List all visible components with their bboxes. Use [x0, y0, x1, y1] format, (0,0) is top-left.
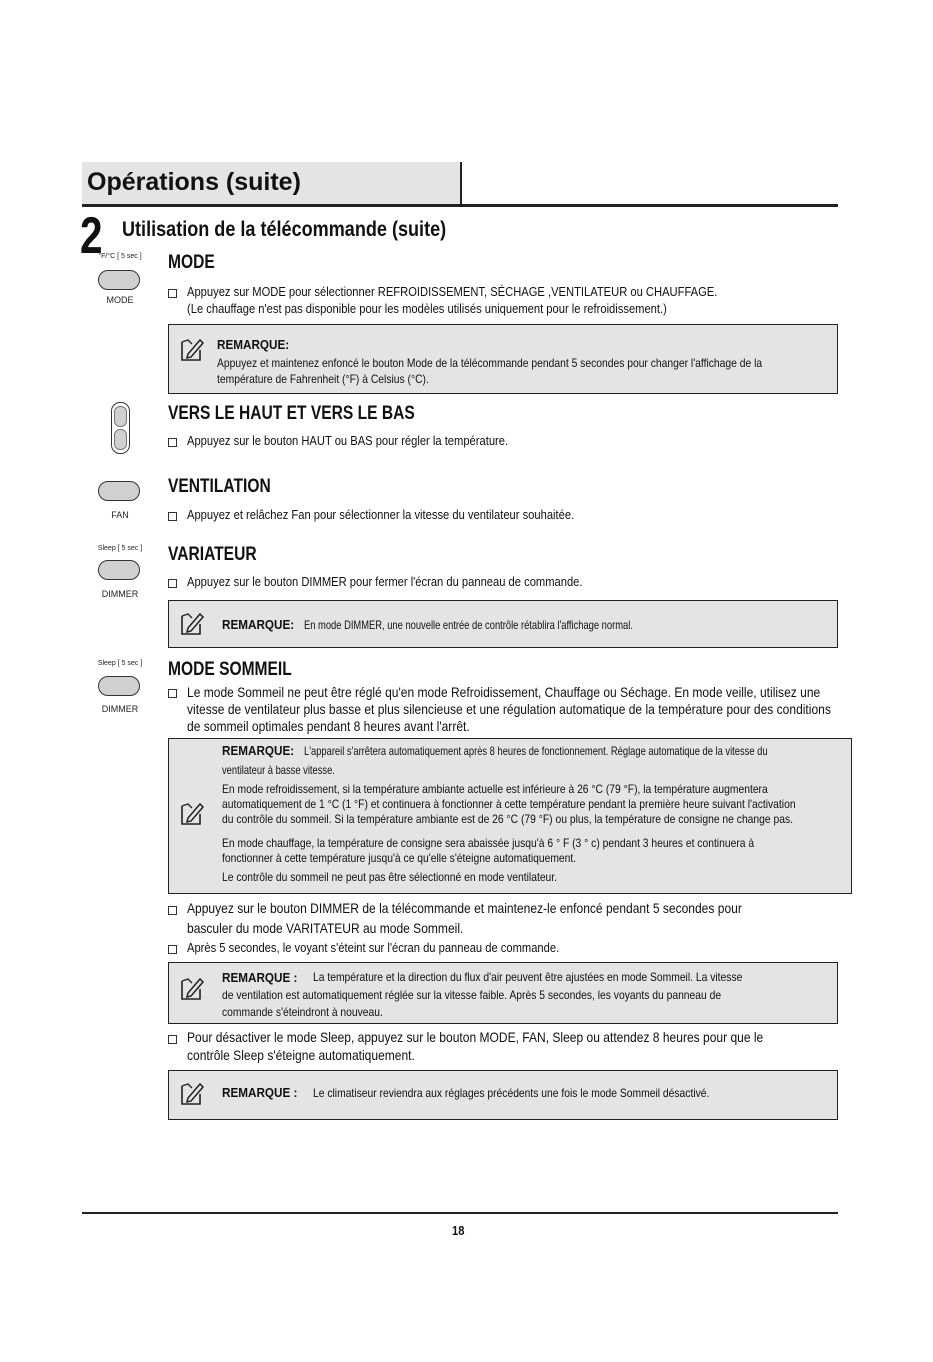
- mode-button-icon: [98, 270, 140, 290]
- sommeil-note-1-line-e: du contrôle du sommeil. Si la température ambiante est de 26 °C (79 °F) ou plus, la température de consigne ne change pas.: [222, 812, 794, 826]
- sommeil-paragraph-line-1: Le mode Sommeil ne peut être réglé qu'en mode Refroidissement, Chauffage ou Séchage. En mode veille, utilisez une: [187, 684, 821, 700]
- note-pencil-icon: [178, 800, 206, 828]
- sommeil-note-3-text: Le climatiseur reviendra aux réglages précédents une fois le mode Sommeil désactivé.: [313, 1086, 710, 1100]
- sommeil-note-1-line-h: Le contrôle du sommeil ne peut pas être sélectionné en mode ventilateur.: [222, 870, 558, 884]
- page-title: Opérations (suite): [87, 168, 301, 196]
- sommeil-note-3-title: REMARQUE :: [222, 1085, 298, 1100]
- sommeil-bullet-1-line-a: Appuyez sur le bouton DIMMER de la télécommande et maintenez-le enfoncé pendant 5 secondes pour: [187, 900, 742, 916]
- sommeil-note-1-title: REMARQUE:: [222, 743, 295, 758]
- checkbox-bullet: [168, 512, 177, 521]
- note-pencil-icon: [178, 336, 206, 364]
- dimmer-button-label: DIMMER: [101, 589, 139, 599]
- up-down-button-icon: [111, 402, 130, 454]
- variateur-note-title: REMARQUE:: [222, 617, 295, 632]
- mode-button-top-label: °F/°C [ 5 sec ]: [98, 253, 142, 260]
- sommeil-note-1-line-c: En mode refroidissement, si la température ambiante actuelle est inférieure à 26 °C (79 °F), la température augmentera: [222, 782, 768, 796]
- sommeil-paragraph-line-3: de sommeil optimales pendant 8 heures avant l'arrêt.: [187, 718, 470, 734]
- page-number: 18: [452, 1223, 465, 1238]
- checkbox-bullet: [168, 689, 177, 698]
- sommeil-note-1-line-b: ventilateur à basse vitesse.: [222, 763, 335, 777]
- sommeil-bullet-3-line-b: contrôle Sleep s'éteigne automatiquement.: [187, 1047, 415, 1063]
- sommeil-bullet-1-line-b: basculer du mode VARITATEUR au mode Sommeil.: [187, 920, 464, 936]
- dimmer-button-icon: [98, 676, 140, 696]
- dimmer-button-icon: [98, 560, 140, 580]
- footer-rule: [82, 1212, 838, 1214]
- fan-button-label: FAN: [111, 510, 129, 520]
- updown-line-1: Appuyez sur le bouton HAUT ou BAS pour régler la température.: [187, 433, 509, 448]
- note-pencil-icon: [178, 975, 206, 1003]
- sommeil-note-2-title: REMARQUE :: [222, 970, 298, 985]
- checkbox-bullet: [168, 579, 177, 588]
- mode-heading: MODE: [168, 252, 215, 273]
- mode-note-line-1: Appuyez et maintenez enfoncé le bouton Mode de la télécommande pendant 5 secondes pour changer l'affichage de la: [217, 356, 763, 370]
- section-title: Utilisation de la télécommande (suite): [122, 218, 447, 241]
- sommeil-note-1-line-a: L'appareil s'arrêtera automatiquement après 8 heures de fonctionnement. Réglage automatique de la vitesse du: [304, 744, 768, 758]
- header-rule: [82, 204, 838, 207]
- dimmer-button-label: DIMMER: [101, 704, 139, 714]
- sommeil-heading: MODE SOMMEIL: [168, 659, 292, 680]
- checkbox-bullet: [168, 1035, 177, 1044]
- header-divider: [460, 162, 462, 204]
- note-pencil-icon: [178, 1080, 206, 1108]
- dimmer-button-top-label: Sleep [ 5 sec ]: [97, 660, 143, 667]
- sommeil-paragraph-line-2: vitesse de ventilateur plus basse et plus silencieuse et une régulation automatique de la température pour des conditions: [187, 701, 831, 717]
- ventilation-line-1: Appuyez et relâchez Fan pour sélectionner la vitesse du ventilateur souhaitée.: [187, 507, 575, 522]
- variateur-line-1: Appuyez sur le bouton DIMMER pour fermer l'écran du panneau de commande.: [187, 574, 583, 589]
- mode-button-label: MODE: [106, 295, 134, 305]
- variateur-heading: VARIATEUR: [168, 544, 257, 565]
- sommeil-note-2-line-a: La température et la direction du flux d'air peuvent être ajustées en mode Sommeil. La vitesse: [313, 970, 743, 984]
- section-number: 2: [80, 207, 101, 265]
- mode-line-1: Appuyez sur MODE pour sélectionner REFROIDISSEMENT, SÉCHAGE ,VENTILATEUR ou CHAUFFAGE.: [187, 284, 718, 299]
- note-pencil-icon: [178, 610, 206, 638]
- ventilation-heading: VENTILATION: [168, 476, 271, 497]
- mode-line-2: (Le chauffage n'est pas disponible pour les modèles utilisés uniquement pour le refroidissement.): [187, 301, 667, 316]
- checkbox-bullet: [168, 945, 177, 954]
- sommeil-note-1-line-d: automatiquement de 1 °C (1 °F) et continuera à fonctionner à cette température pendant la première heure suivant l'activation: [222, 797, 796, 811]
- checkbox-bullet: [168, 906, 177, 915]
- checkbox-bullet: [168, 438, 177, 447]
- fan-button-icon: [98, 481, 140, 501]
- updown-heading: VERS LE HAUT ET VERS LE BAS: [168, 403, 415, 424]
- mode-note-title: REMARQUE:: [217, 337, 290, 352]
- sommeil-note-1-line-f: En mode chauffage, la température de consigne sera abaissée jusqu'à 6 ° F (3 ° c) pendant 3 heures et continuera à: [222, 836, 755, 850]
- dimmer-button-top-label: Sleep [ 5 sec ]: [97, 545, 143, 552]
- sommeil-note-2-line-b: de ventilation est automatiquement réglée sur la vitesse faible. Après 5 secondes, les voyants du panneau de: [222, 988, 722, 1002]
- sommeil-note-1-line-g: fonctionner à cette température jusqu'à ce qu'elle s'éteigne automatiquement.: [222, 851, 577, 865]
- variateur-note-text: En mode DIMMER, une nouvelle entrée de contrôle rétablira l'affichage normal.: [304, 618, 633, 632]
- mode-note-line-2: température de Fahrenheit (°F) à Celsius (°C).: [217, 372, 429, 386]
- checkbox-bullet: [168, 289, 177, 298]
- sommeil-bullet-3-line-a: Pour désactiver le mode Sleep, appuyez sur le bouton MODE, FAN, Sleep ou attendez 8 heures pour que le: [187, 1029, 764, 1045]
- sommeil-note-2-line-c: commande s'éteindront à nouveau.: [222, 1005, 383, 1019]
- sommeil-bullet-2: Après 5 secondes, le voyant s'éteint sur l'écran du panneau de commande.: [187, 940, 560, 955]
